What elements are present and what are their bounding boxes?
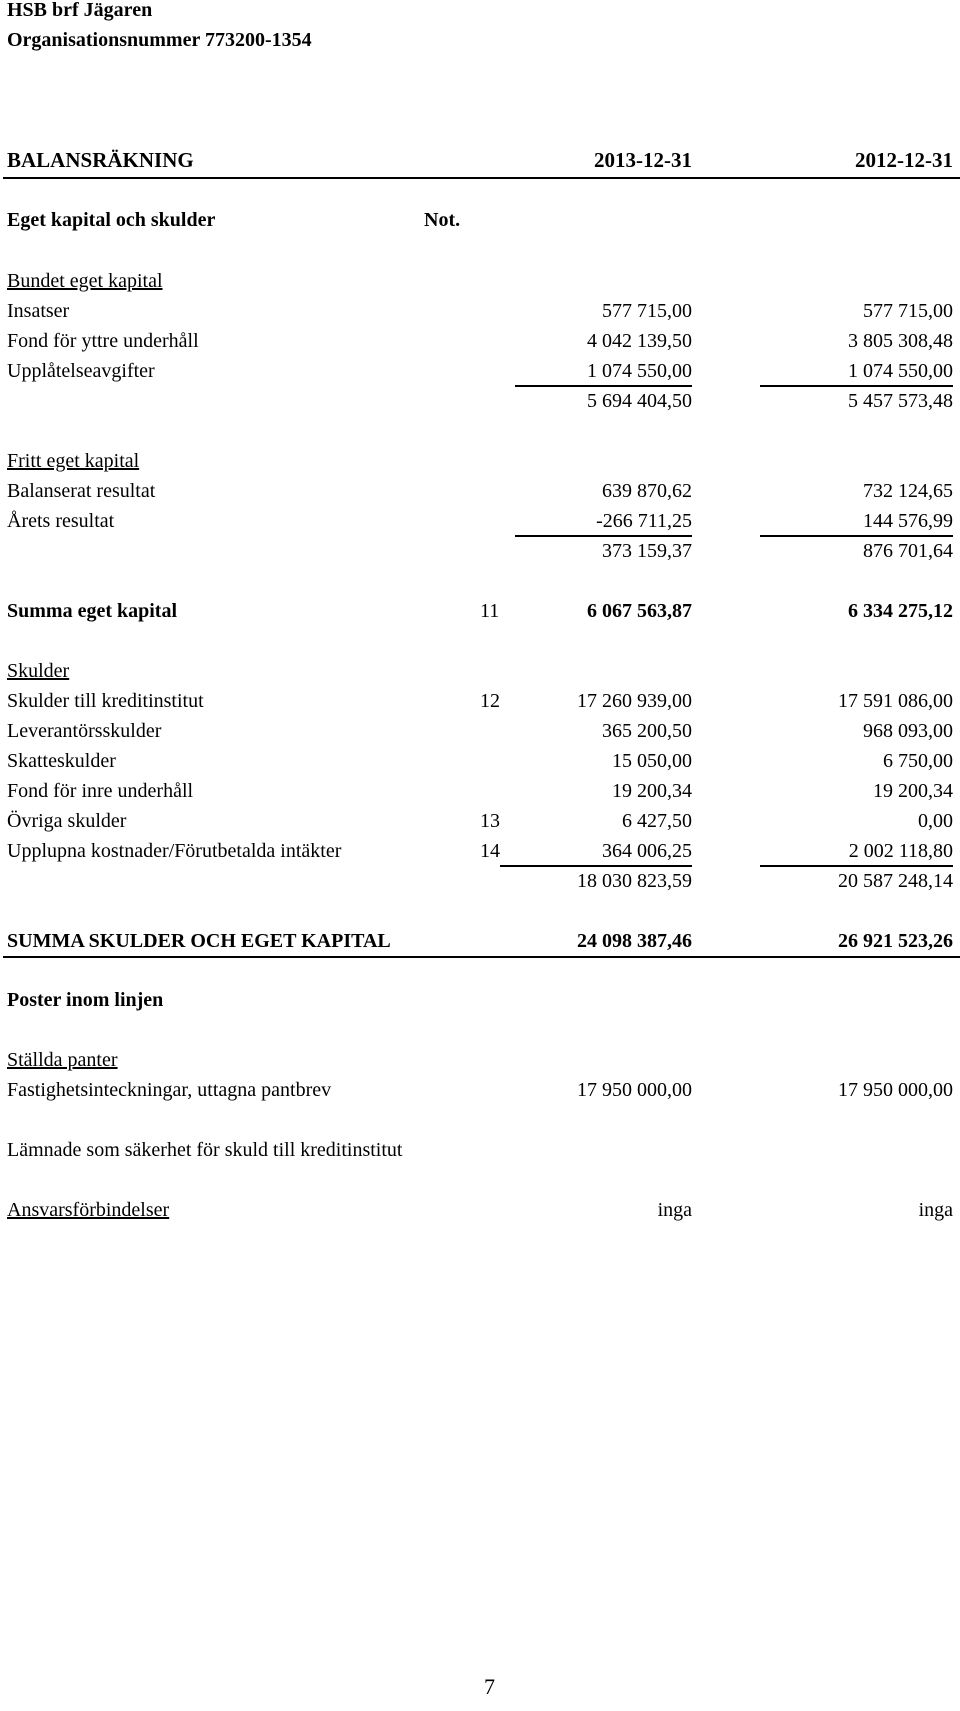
stallda-panter-heading: Ställda panter: [7, 1049, 118, 1071]
row-value-2013: -266 711,25: [596, 510, 692, 532]
note-ref: 13: [480, 810, 500, 832]
lamnade-note: Lämnade som säkerhet för skuld till kreditinstitut: [7, 1139, 403, 1161]
poster-heading: Poster inom linjen: [7, 989, 164, 1011]
fastighet-label: Fastighetsinteckningar, uttagna pantbrev: [7, 1079, 332, 1101]
subtotal-2013: 373 159,37: [602, 540, 692, 562]
row-value-2012: 17 591 086,00: [838, 690, 953, 712]
summa-eget-2012: 6 334 275,12: [848, 600, 953, 622]
note-column-header: Not.: [424, 209, 461, 231]
page-number: 7: [484, 1674, 495, 1699]
grand-total-label: SUMMA SKULDER OCH EGET KAPITAL: [7, 930, 391, 952]
ansvar-2012: inga: [918, 1199, 953, 1221]
row-label: Skulder till kreditinstitut: [7, 690, 204, 712]
grand-total-2012: 26 921 523,26: [838, 930, 953, 952]
org-name: HSB brf Jägaren: [7, 0, 153, 21]
fastighet-2012: 17 950 000,00: [838, 1079, 953, 1101]
section-title: Eget kapital och skulder: [7, 209, 216, 231]
row-value-2013: 15 050,00: [612, 750, 692, 772]
ansvar-2013: inga: [657, 1199, 692, 1221]
row-value-2012: 6 750,00: [883, 750, 953, 772]
row-label: Upplupna kostnader/Förutbetalda intäkter: [7, 840, 342, 862]
subtotal-rule: [760, 865, 953, 867]
row-label: Insatser: [7, 300, 70, 322]
subtotal-rule: [515, 535, 692, 537]
skulder-heading: Skulder: [7, 660, 70, 682]
row-value-2013: 577 715,00: [602, 300, 692, 322]
subtotal-2012: 876 701,64: [863, 540, 953, 562]
row-label: Fond för inre underhåll: [7, 780, 194, 802]
note-ref: 12: [480, 690, 500, 712]
grand-total-2013: 24 098 387,46: [577, 930, 692, 952]
summa-eget-2013: 6 067 563,87: [587, 600, 692, 622]
row-value-2012: 19 200,34: [873, 780, 953, 802]
row-value-2013: 1 074 550,00: [587, 360, 692, 382]
row-value-2012: 732 124,65: [863, 480, 953, 502]
row-label: Skatteskulder: [7, 750, 116, 772]
subtotal-rule: [515, 385, 692, 387]
row-value-2013: 365 200,50: [602, 720, 692, 742]
row-label: Fond för yttre underhåll: [7, 330, 199, 352]
subtotal-2012: 5 457 573,48: [848, 390, 953, 412]
fritt-heading: Fritt eget kapital: [7, 450, 140, 472]
row-value-2013: 4 042 139,50: [587, 330, 692, 352]
org-number: Organisationsnummer 773200-1354: [7, 29, 312, 51]
subtotal-rule: [760, 385, 953, 387]
balance-sheet-title: BALANSRÄKNING: [7, 148, 194, 172]
row-value-2012: 1 074 550,00: [848, 360, 953, 382]
row-value-2013: 364 006,25: [602, 840, 692, 862]
row-value-2012: 968 093,00: [863, 720, 953, 742]
summa-eget-label: Summa eget kapital: [7, 600, 177, 622]
row-value-2012: 0,00: [918, 810, 953, 832]
bundet-heading: Bundet eget kapital: [7, 270, 163, 292]
row-value-2012: 577 715,00: [863, 300, 953, 322]
subtotal-rule: [500, 865, 692, 867]
column-header-2012: 2012-12-31: [855, 148, 953, 172]
column-header-2013: 2013-12-31: [594, 148, 692, 172]
grand-total-rule: [3, 956, 960, 958]
row-label: Årets resultat: [7, 510, 115, 532]
row-label: Leverantörsskulder: [7, 720, 162, 742]
row-value-2013: 639 870,62: [602, 480, 692, 502]
note-ref: 14: [480, 840, 500, 862]
row-value-2013: 19 200,34: [612, 780, 692, 802]
row-value-2012: 144 576,99: [863, 510, 953, 532]
note-ref: 11: [480, 600, 500, 622]
subtotal-rule: [760, 535, 953, 537]
row-value-2013: 17 260 939,00: [577, 690, 692, 712]
row-label: Balanserat resultat: [7, 480, 156, 502]
header-rule: [3, 177, 960, 179]
fastighet-2013: 17 950 000,00: [577, 1079, 692, 1101]
row-label: Upplåtelseavgifter: [7, 360, 155, 382]
ansvar-label: Ansvarsförbindelser: [7, 1199, 170, 1221]
row-value-2012: 3 805 308,48: [848, 330, 953, 352]
subtotal-2012: 20 587 248,14: [838, 870, 953, 892]
row-label: Övriga skulder: [7, 810, 127, 832]
subtotal-2013: 5 694 404,50: [587, 390, 692, 412]
row-value-2012: 2 002 118,80: [848, 840, 953, 862]
subtotal-2013: 18 030 823,59: [577, 870, 692, 892]
row-value-2013: 6 427,50: [622, 810, 692, 832]
